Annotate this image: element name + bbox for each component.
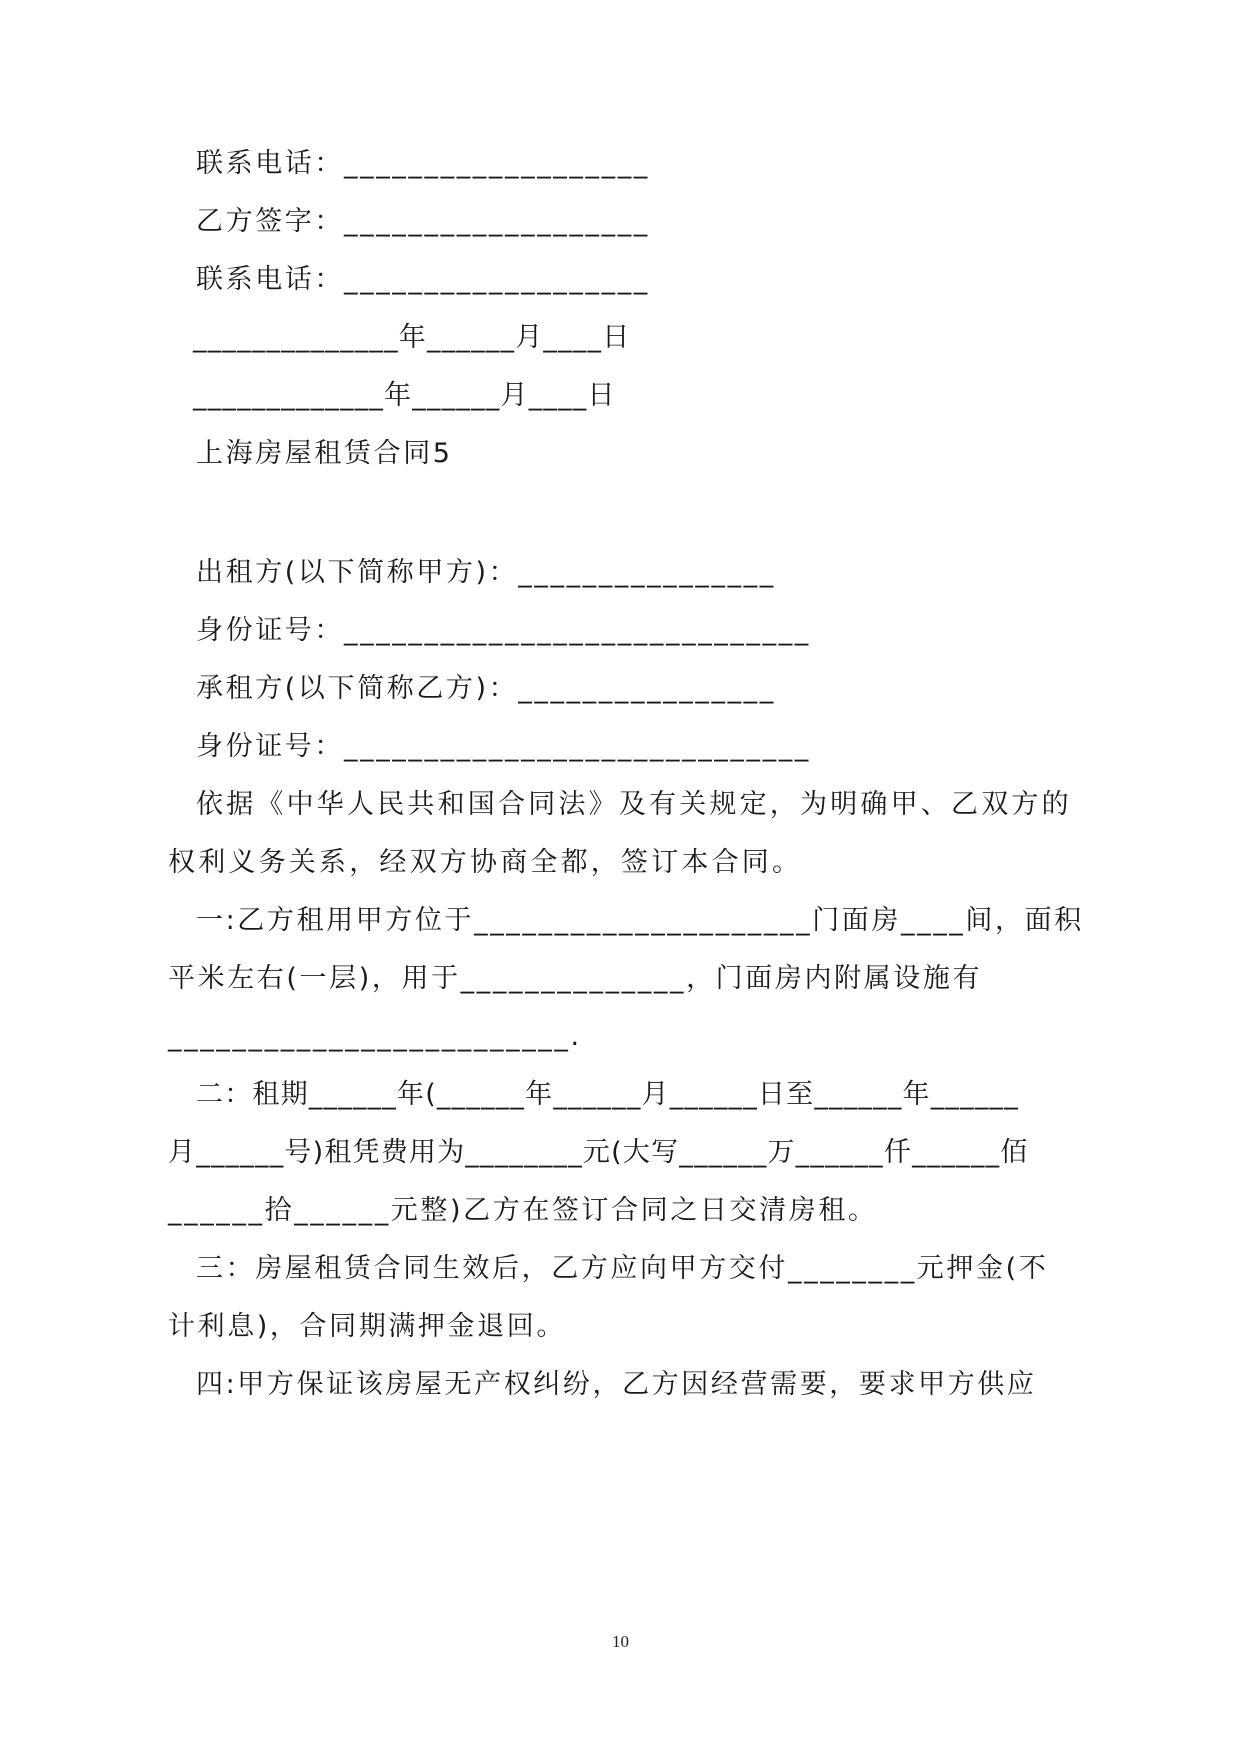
lessee-line: 承租方(以下简称乙方)：________________ <box>196 673 776 704</box>
page-number: 10 <box>612 1632 629 1651</box>
clause-1-line-3: _________________________. <box>168 1021 582 1052</box>
lessor-id-line: 身份证号：_____________________________ <box>196 615 811 646</box>
paragraph-preamble-line-1: 依据《中华人民共和国合同法》及有关规定，为明确甲、乙双方的 <box>196 789 1072 820</box>
clause-2-line-1: 二：租期______年(______年______月______日至______年______ <box>196 1079 1019 1110</box>
contact-phone-line-1: 联系电话：___________________ <box>196 148 650 179</box>
clause-4-line-1: 四:甲方保证该房屋无产权纠纷，乙方因经营需要，要求甲方供应 <box>196 1369 1037 1400</box>
clause-2-line-3: ______拾______元整)乙方在签订合同之日交清房租。 <box>168 1195 878 1226</box>
lessee-id-line: 身份证号：_____________________________ <box>196 731 811 762</box>
clause-2-line-2: 月______号)租凭费用为________元(大写______万______仟______佰 <box>168 1137 1029 1168</box>
clause-3-line-2: 计利息)，合同期满押金退回。 <box>168 1311 566 1342</box>
party-b-signature-line: 乙方签字：___________________ <box>196 206 650 237</box>
clause-1-line-2: 平米左右(一层)，用于______________，门面房内附属设施有 <box>168 963 983 994</box>
paragraph-preamble-line-2: 权利义务关系，经双方协商全都，签订本合同。 <box>168 847 803 878</box>
date-line-1: ______________年______月____日 <box>193 322 631 353</box>
lessor-line: 出租方(以下简称甲方)：________________ <box>196 557 776 588</box>
contact-phone-line-2: 联系电话：___________________ <box>196 264 650 295</box>
date-line-2: _____________年______月____日 <box>193 380 616 411</box>
clause-3-line-1: 三：房屋租赁合同生效后，乙方应向甲方交付________元押金(不 <box>196 1253 1049 1284</box>
section-title: 上海房屋租赁合同5 <box>196 438 453 469</box>
clause-1-line-1: 一:乙方租用甲方位于_____________________门面房____间，面积 <box>196 905 1084 936</box>
